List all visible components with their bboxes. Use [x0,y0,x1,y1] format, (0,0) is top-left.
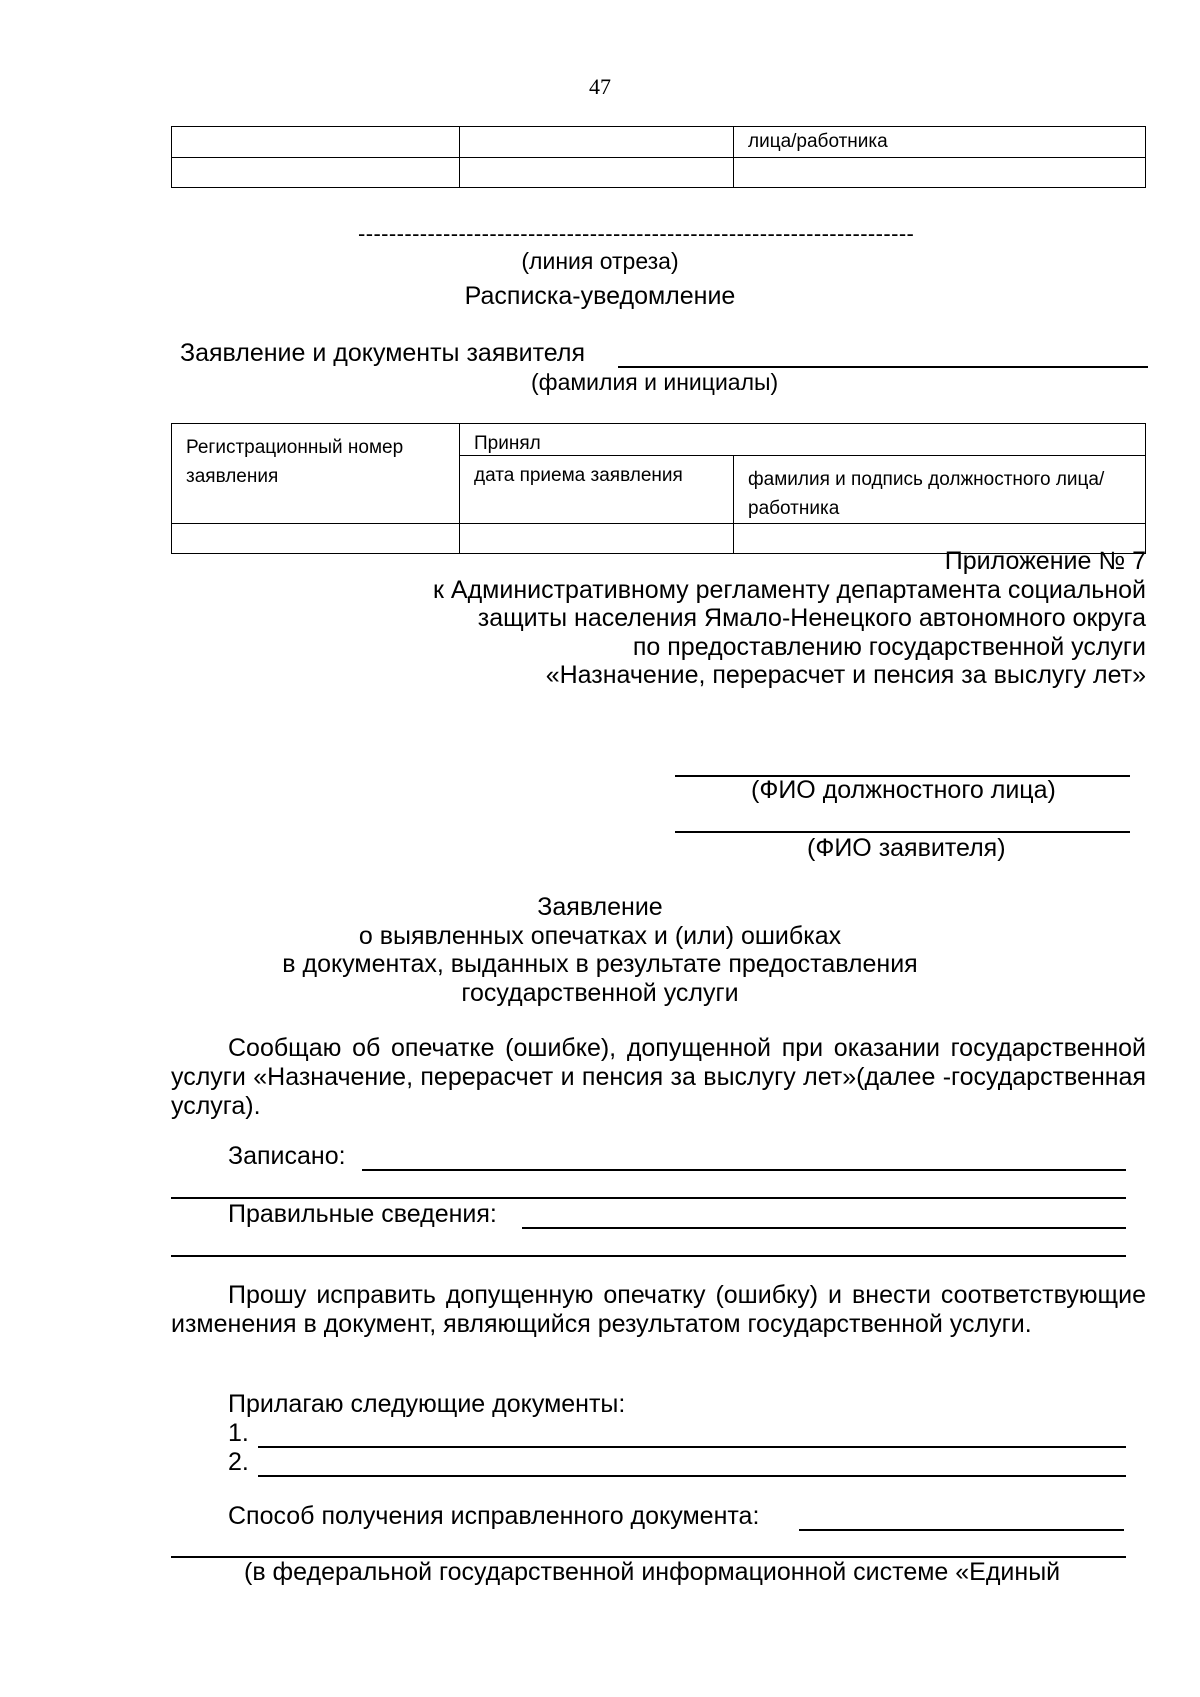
applicant-label: Заявление и документы заявителя [180,339,585,367]
applicant-fio-caption: (ФИО заявителя) [807,834,1006,862]
cut-line-label: (линия отреза) [521,248,679,274]
method-label: Способ получения исправленного документа: [228,1502,760,1530]
table-cell [172,424,460,524]
table-row [172,424,1146,456]
statement-title-line: государственной услуги [461,978,739,1007]
appendix-line: «Назначение, перерасчет и пенсия за выслугу лет» [545,661,1146,689]
table-cell [734,158,1146,188]
correction-request-paragraph: Прошу исправить допущенную опечатку (ошибку) и внести соответствующие изменения в документ, являющийся результатом государственной услуги. [171,1281,1146,1338]
table-cell [172,524,460,554]
table-row [172,127,1146,158]
method-line [799,1529,1124,1531]
method-caption: (в федеральной государственной информационной системе «Единый [244,1558,1061,1586]
recorded-line [362,1169,1126,1171]
official-caption: (ФИО должностного лица) [751,776,1056,804]
appendix-line: Приложение № 7 [944,547,1146,575]
attach-item-number: 2. [228,1448,249,1476]
recorded-label: Записано: [228,1142,346,1170]
appendix-line: к Административному регламенту департамента социальной [433,575,1146,604]
table-cell [172,127,460,158]
accepted-header: Принял [460,424,1146,456]
table-cell [172,158,460,188]
page-number: 47 [589,74,611,99]
applicant-caption: (фамилия и инициалы) [531,369,779,395]
correct-label: Правильные сведения: [228,1200,497,1228]
attach-item-number: 1. [228,1419,249,1447]
statement-title-line: в документах, выданных в результате предоставления [282,950,918,978]
date-header: дата приема заявления [460,456,734,524]
attach-line [258,1475,1126,1477]
correct-line-2 [171,1255,1126,1257]
attach-line [258,1446,1126,1448]
table-cell: лица/работника [734,127,1146,158]
appendix-header [433,547,1146,690]
correct-line [522,1227,1126,1229]
table-cell [460,158,734,188]
receipt-title: Расписка-уведомление [464,282,736,310]
receipt-table [171,423,1146,554]
attach-label: Прилагаю следующие документы: [228,1390,626,1418]
official-header: фамилия и подпись должностного лица/работника [734,456,1146,524]
cut-line: ------------------------------------------------------------------------ [358,221,915,246]
table-cell [460,127,734,158]
table-row [172,158,1146,188]
statement-title-line: о выявленных опечатках и (или) ошибках [358,921,842,950]
error-report-paragraph: Сообщаю об опечатке (ошибке), допущенной при оказании государственной услуги «Назначение, перерасчет и пенсия за выслугу лет»(далее -государственная услуга). [171,1034,1146,1120]
statement-title [0,893,1200,1007]
appendix-line: по предоставлению государственной услуги [632,632,1146,661]
top-table [171,126,1146,188]
reg-number-header: Регистрационный номер заявления [186,437,404,487]
statement-title-line: Заявление [537,893,663,921]
appendix-line: защиты населения Ямало-Ненецкого автономного округа [477,604,1146,632]
